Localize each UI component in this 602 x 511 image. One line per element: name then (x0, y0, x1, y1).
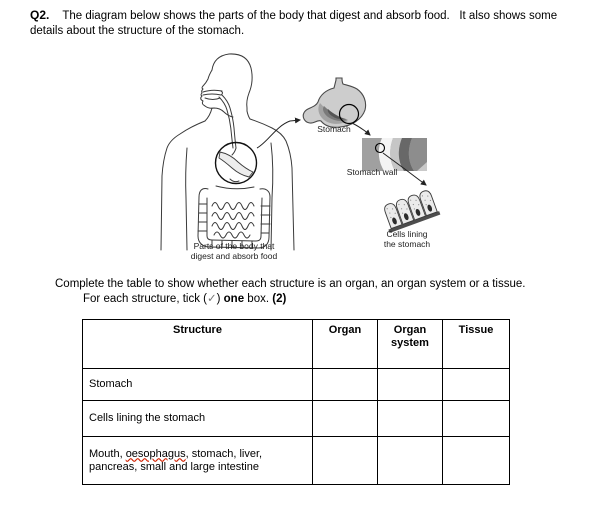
tick-cell-system-tissue (443, 437, 510, 485)
tick-cell-cells-tissue (443, 401, 510, 437)
cells-illustration (380, 189, 440, 233)
instruction-line-1: Complete the table to show whether each structure is an organ, an organ system or a tissue. (55, 278, 526, 290)
question-intro-text: The diagram below shows the parts of the body that digest and absorb food. It also shows some (62, 10, 558, 22)
question-header (30, 8, 595, 39)
question-line-2: details about the structure of the stomach. (30, 25, 245, 37)
table-row (83, 369, 510, 401)
tick-cell-stomach-organ (313, 369, 378, 401)
question-number: Q2. (30, 8, 50, 22)
body-figure (161, 54, 294, 250)
structure-stomach: Stomach (83, 369, 313, 401)
table-row (83, 401, 510, 437)
question-line-1 (30, 8, 595, 24)
instructions (55, 277, 525, 307)
stomach-label: Stomach (317, 124, 351, 134)
stomach-illustration (303, 78, 365, 127)
header-tissue: Tissue (443, 320, 510, 369)
structure-cells-lining: Cells lining the stomach (83, 401, 313, 437)
instruction-line-2: For each structure, tick (✓) one box. (2) (83, 293, 287, 305)
structure-digestive-system: Mouth, oesophagus, stomach, liver, pancreas, small and large intestine (83, 437, 313, 485)
tick-cell-system-organ-system (378, 437, 443, 485)
cells-lining-label: Cells lining the stomach (383, 229, 431, 249)
misspelled-word: oesophagus (125, 447, 186, 460)
stomach-wall-label: Stomach wall (346, 167, 398, 177)
tick-cell-cells-organ-system (378, 401, 443, 437)
tick-cell-system-organ (313, 437, 378, 485)
table-row (83, 437, 510, 485)
body-parts-label: Parts of the body that digest and absorb food (190, 241, 278, 261)
marks-badge: (2) (272, 293, 287, 305)
tick-cell-stomach-organ-system (378, 369, 443, 401)
tick-symbol: ✓ (206, 293, 217, 305)
answer-table (82, 319, 510, 485)
header-organ-system: Organ system (378, 320, 443, 369)
header-organ: Organ (313, 320, 378, 369)
tick-cell-cells-organ (313, 401, 378, 437)
header-structure: Structure (83, 320, 313, 369)
emphasis-one: one (223, 293, 245, 305)
tick-cell-stomach-tissue (443, 369, 510, 401)
table-header-row (83, 320, 510, 369)
